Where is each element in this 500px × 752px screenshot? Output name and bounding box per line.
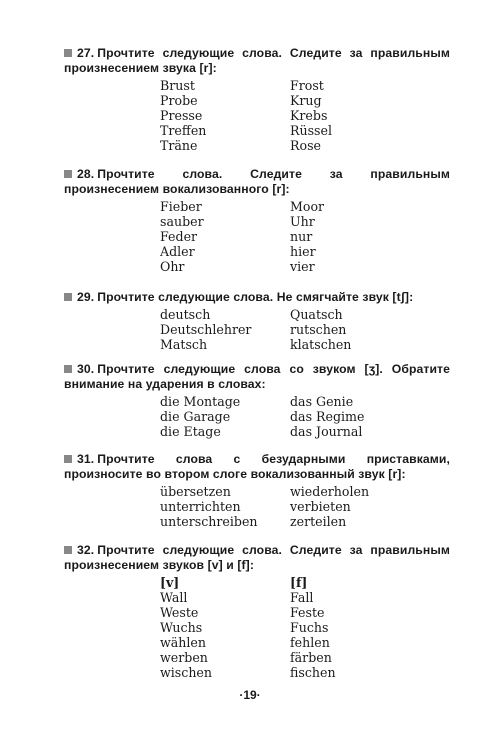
page-number: ·19· bbox=[239, 688, 261, 702]
exercise-instruction bbox=[64, 46, 450, 76]
word: Träne bbox=[160, 138, 198, 153]
exercise-27 bbox=[64, 46, 450, 154]
word: Probe bbox=[160, 93, 198, 108]
left-word-column bbox=[160, 575, 212, 680]
exercise-number: 30. bbox=[77, 362, 95, 376]
word: fischen bbox=[290, 665, 336, 680]
exercise-28 bbox=[64, 167, 450, 275]
word: Ohr bbox=[160, 259, 185, 274]
bullet-square-icon bbox=[64, 455, 72, 463]
instruction-text: Прочтите следующие слова со звуком [ʒ]. Обратите внимание на ударения в словах: bbox=[64, 362, 450, 391]
word: klatschen bbox=[290, 337, 352, 352]
word: Treffen bbox=[160, 123, 207, 138]
word-columns bbox=[64, 307, 450, 353]
left-word-column bbox=[160, 199, 204, 274]
exercise-29 bbox=[64, 290, 450, 353]
exercise-30 bbox=[64, 362, 450, 440]
word-columns bbox=[64, 78, 450, 154]
exercise-instruction bbox=[64, 167, 450, 197]
word: rutschen bbox=[290, 322, 347, 337]
word: wiederholen bbox=[290, 484, 370, 499]
word: Feder bbox=[160, 229, 198, 244]
column-header: [v] bbox=[160, 575, 180, 590]
right-word-column bbox=[290, 484, 369, 529]
word: Weste bbox=[160, 605, 199, 620]
word: Wuchs bbox=[160, 620, 203, 635]
word: Brust bbox=[160, 78, 195, 93]
word: nur bbox=[290, 229, 313, 244]
instruction-text: Прочтите слова с безударными приставками, произносите во втором слоге вокализованный звук [r]: bbox=[64, 452, 450, 481]
bullet-square-icon bbox=[64, 49, 72, 57]
word: die Garage bbox=[160, 409, 231, 424]
column-header: [f] bbox=[290, 575, 308, 590]
word-columns bbox=[64, 484, 450, 530]
word-columns bbox=[64, 394, 450, 440]
word: Fuchs bbox=[290, 620, 329, 635]
exercise-number: 31. bbox=[77, 452, 95, 466]
right-word-column bbox=[290, 575, 336, 680]
word: Rüssel bbox=[290, 123, 332, 138]
word: Feste bbox=[290, 605, 325, 620]
word: übersetzen bbox=[160, 484, 231, 499]
exercise-32 bbox=[64, 543, 450, 681]
word: Frost bbox=[290, 78, 324, 93]
exercise-number: 32. bbox=[77, 543, 95, 557]
bullet-square-icon bbox=[64, 365, 72, 373]
word: das Journal bbox=[290, 424, 363, 439]
word: Quatsch bbox=[290, 307, 343, 322]
word: wählen bbox=[160, 635, 206, 650]
left-word-column bbox=[160, 307, 251, 352]
word: wischen bbox=[160, 665, 212, 680]
exercise-31 bbox=[64, 452, 450, 530]
exercise-instruction bbox=[64, 452, 450, 482]
bullet-square-icon bbox=[64, 293, 72, 301]
word: Krug bbox=[290, 93, 322, 108]
word-columns bbox=[64, 575, 450, 681]
word: das Genie bbox=[290, 394, 354, 409]
word: Uhr bbox=[290, 214, 315, 229]
word: Rose bbox=[290, 138, 321, 153]
left-word-column bbox=[160, 394, 240, 439]
exercise-instruction bbox=[64, 543, 450, 573]
word: Moor bbox=[290, 199, 325, 214]
exercise-instruction bbox=[64, 362, 450, 392]
word: die Etage bbox=[160, 424, 221, 439]
word: Wall bbox=[160, 590, 188, 605]
word: deutsch bbox=[160, 307, 211, 322]
word: die Montage bbox=[160, 394, 241, 409]
bullet-square-icon bbox=[64, 546, 72, 554]
word: Krebs bbox=[290, 108, 328, 123]
word: hier bbox=[290, 244, 316, 259]
word: vier bbox=[290, 259, 315, 274]
instruction-text: Прочтите следующие слова. Следите за правильным произнесением звуков [v] и [f]: bbox=[64, 543, 450, 572]
word: Presse bbox=[160, 108, 203, 123]
instruction-text: Прочтите слова. Следите за правильным произнесением вокализованного [r]: bbox=[64, 167, 450, 196]
exercise-number: 29. bbox=[77, 290, 95, 304]
right-word-column bbox=[290, 199, 324, 274]
exercise-number: 27. bbox=[77, 46, 95, 60]
right-word-column bbox=[290, 307, 351, 352]
exercise-instruction bbox=[64, 290, 450, 305]
instruction-text: Прочтите следующие слова. Следите за правильным произнесением звука [r]: bbox=[64, 46, 450, 75]
word: verbieten bbox=[290, 499, 351, 514]
word: Deutschlehrer bbox=[160, 322, 252, 337]
word: das Regime bbox=[290, 409, 365, 424]
word-columns bbox=[64, 199, 450, 275]
word: färben bbox=[290, 650, 332, 665]
instruction-text: Прочтите следующие слова. Не смягчайте звук [tʃ]: bbox=[97, 290, 414, 304]
left-word-column bbox=[160, 484, 258, 529]
bullet-square-icon bbox=[64, 170, 72, 178]
word: zerteilen bbox=[290, 514, 347, 529]
left-word-column bbox=[160, 78, 206, 153]
word: sauber bbox=[160, 214, 204, 229]
word: Fall bbox=[290, 590, 314, 605]
word: Matsch bbox=[160, 337, 208, 352]
right-word-column bbox=[290, 394, 364, 439]
word: Adler bbox=[160, 244, 195, 259]
word: werben bbox=[160, 650, 208, 665]
right-word-column bbox=[290, 78, 332, 153]
exercise-number: 28. bbox=[77, 167, 95, 181]
word: unterschreiben bbox=[160, 514, 258, 529]
word: Fieber bbox=[160, 199, 202, 214]
word: fehlen bbox=[290, 635, 330, 650]
word: unterrichten bbox=[160, 499, 241, 514]
